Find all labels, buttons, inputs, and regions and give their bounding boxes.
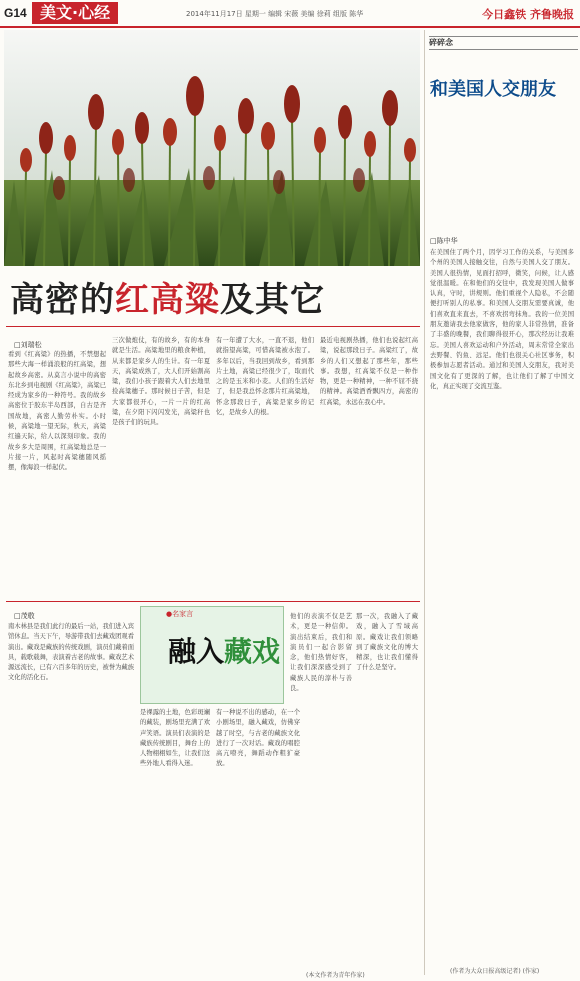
article-column: 看到《红高粱》的热播，不禁想起那些大海一样涌浪般的红高粱，想起故乡高密。从莫言小说中的高密东北乡到电视剧《红高粱》，高粱已经成为家乡的一种符号。我的故乡高密位于胶东半岛西部，自古是齐国故地，高密人勤劳朴实。小时候，高粱地一望无际，秋天，高粱红遍天际，给人以深刻印象。我的故乡多大是周围，红高粱地总是一片接一片，风起时高粱穗随风摇摆，像海浪一样起伏。: [8, 351, 106, 472]
article-column: 有一年遭了大水，一直不退，他们就指望高粱，可惜高粱被水泡了。多年以后，当我回到故乡，看到那片土地，高粱已经很少了，取而代之的是玉米和小麦。人们的生活好了，但是我总怀念那片红高粱地，怀念那段日子，高粱是家乡的记忆，是故乡人的根。: [216, 337, 314, 417]
sidebar-title: 和美国人交朋友: [430, 79, 556, 100]
feature-title: 融入藏戏: [168, 635, 281, 668]
sorghum-photo: [4, 30, 420, 266]
sorghum-illustration: [4, 30, 420, 266]
issue-meta: 2014年11月17日 星期一 编辑 宋薇 美编 徐莉 组版 陈华: [186, 10, 364, 18]
sidebar-body: 在美国住了两个月，因学习工作的关系，与美国多个州的美国人接触交往，自然与美国人交了朋友。美国人很热情，见面打招呼，微笑，问候，让人感觉很温暖。在和他们的交往中，我发现美国人做事认真，守时，讲规则。他们重视个人隐私，不会随便打听别人的私事。和美国人交朋友需要真诚，他们喜欢直来直去，不喜欢拐弯抹角。我的一位美国朋友邀请我去他家做客，他的家人非常热情，准备了丰盛的晚餐，我们聊得很开心，那次经历让我难忘。美国人喜欢运动和户外活动，周末常常全家出去野餐、钓鱼、远足。他们也很关心社区事务，积极参加志愿者活动。通过和美国人交朋友，我对美国文化有了更深的了解，也让他们了解了中国文化，真正实现了交流互鉴。: [430, 249, 574, 390]
page-number: G14: [4, 6, 27, 20]
article-column: 那一次，我融入了藏戏，融入了雪域高原。藏戏让我们领略到了藏族文化的博大精深，也让我们懂得了什么是坚守。: [356, 613, 418, 672]
article-byline: □刘瑞松: [14, 341, 42, 349]
feature-kicker: ●名家言: [166, 610, 194, 618]
newspaper-brand: 今日鑫铁 齐鲁晚报: [482, 8, 574, 21]
sidebar-footnote: (作者为大众日报高级记者) (作家): [450, 968, 540, 975]
article-column: 他们的表演不仅是艺术，更是一种信仰。演出结束后，我们和演员们一起合影留念，他们热情好客，让我们深深感受到了藏族人民的淳朴与善良。: [290, 613, 352, 693]
article-column: 三次做炮仗，有的故乡，有的本身就是生活。高粱地里的粮食种植，从来都是家乡人的生计。有一年夏天，高粱成熟了，大人们开始割高粱，我们小孩子跟着大人们去地里捡高粱穗子。那时候日子苦，但是大家都很开心，一片一片的红高粱，在夕阳下闪闪发光，高粱秆也是孩子们的玩具。: [112, 337, 210, 427]
article-column: 最近电视剧热播，他们也说起红高粱，说起那段日子。高粱红了，故乡的人们又想起了那些年，那些事。我想，红高粱不仅是一种作物，更是一种精神，一种不屈不挠的精神。高粱酒香飘四方，高密的红高粱，永远在我心中。: [320, 337, 418, 406]
divider: [6, 326, 420, 327]
sidebar-byline: □陈中华: [430, 237, 458, 245]
article-column: 南木林县是我们此行的最后一站，我们进入宾馆休息。当天下午，导游带我们去藏戏团观看演出。藏戏是藏族的传统戏剧，演员们戴着面具，载歌载舞，表演着古老的故事。藏戏艺术源远流长，已有六百多年的历史，被誉为藏族文化的活化石。: [8, 623, 134, 682]
article-title: 高密的红高粱及其它: [10, 280, 325, 320]
section-title: 美文·心经: [32, 2, 118, 24]
article-column: 是裸露的土地，色彩斑斓的藏装，剧场里充满了欢声笑语。演员们表演的是藏族传统剧目，舞台上的人物栩栩如生，让我们这些外地人看得入迷。: [140, 709, 210, 768]
sidebar-tag: 碎碎念: [429, 38, 453, 47]
divider: [6, 601, 420, 602]
article-footnote: (本文作者为青年作家): [306, 972, 365, 979]
article-byline: □茂敬: [14, 612, 35, 620]
article-column: 有一种说不出的感动，在一个小剧场里，融入藏戏，仿佛穿越了时空，与古老的藏族文化进行了一次对话。藏戏的唱腔高亢嘹亮，舞蹈动作粗犷豪放。: [216, 709, 300, 768]
